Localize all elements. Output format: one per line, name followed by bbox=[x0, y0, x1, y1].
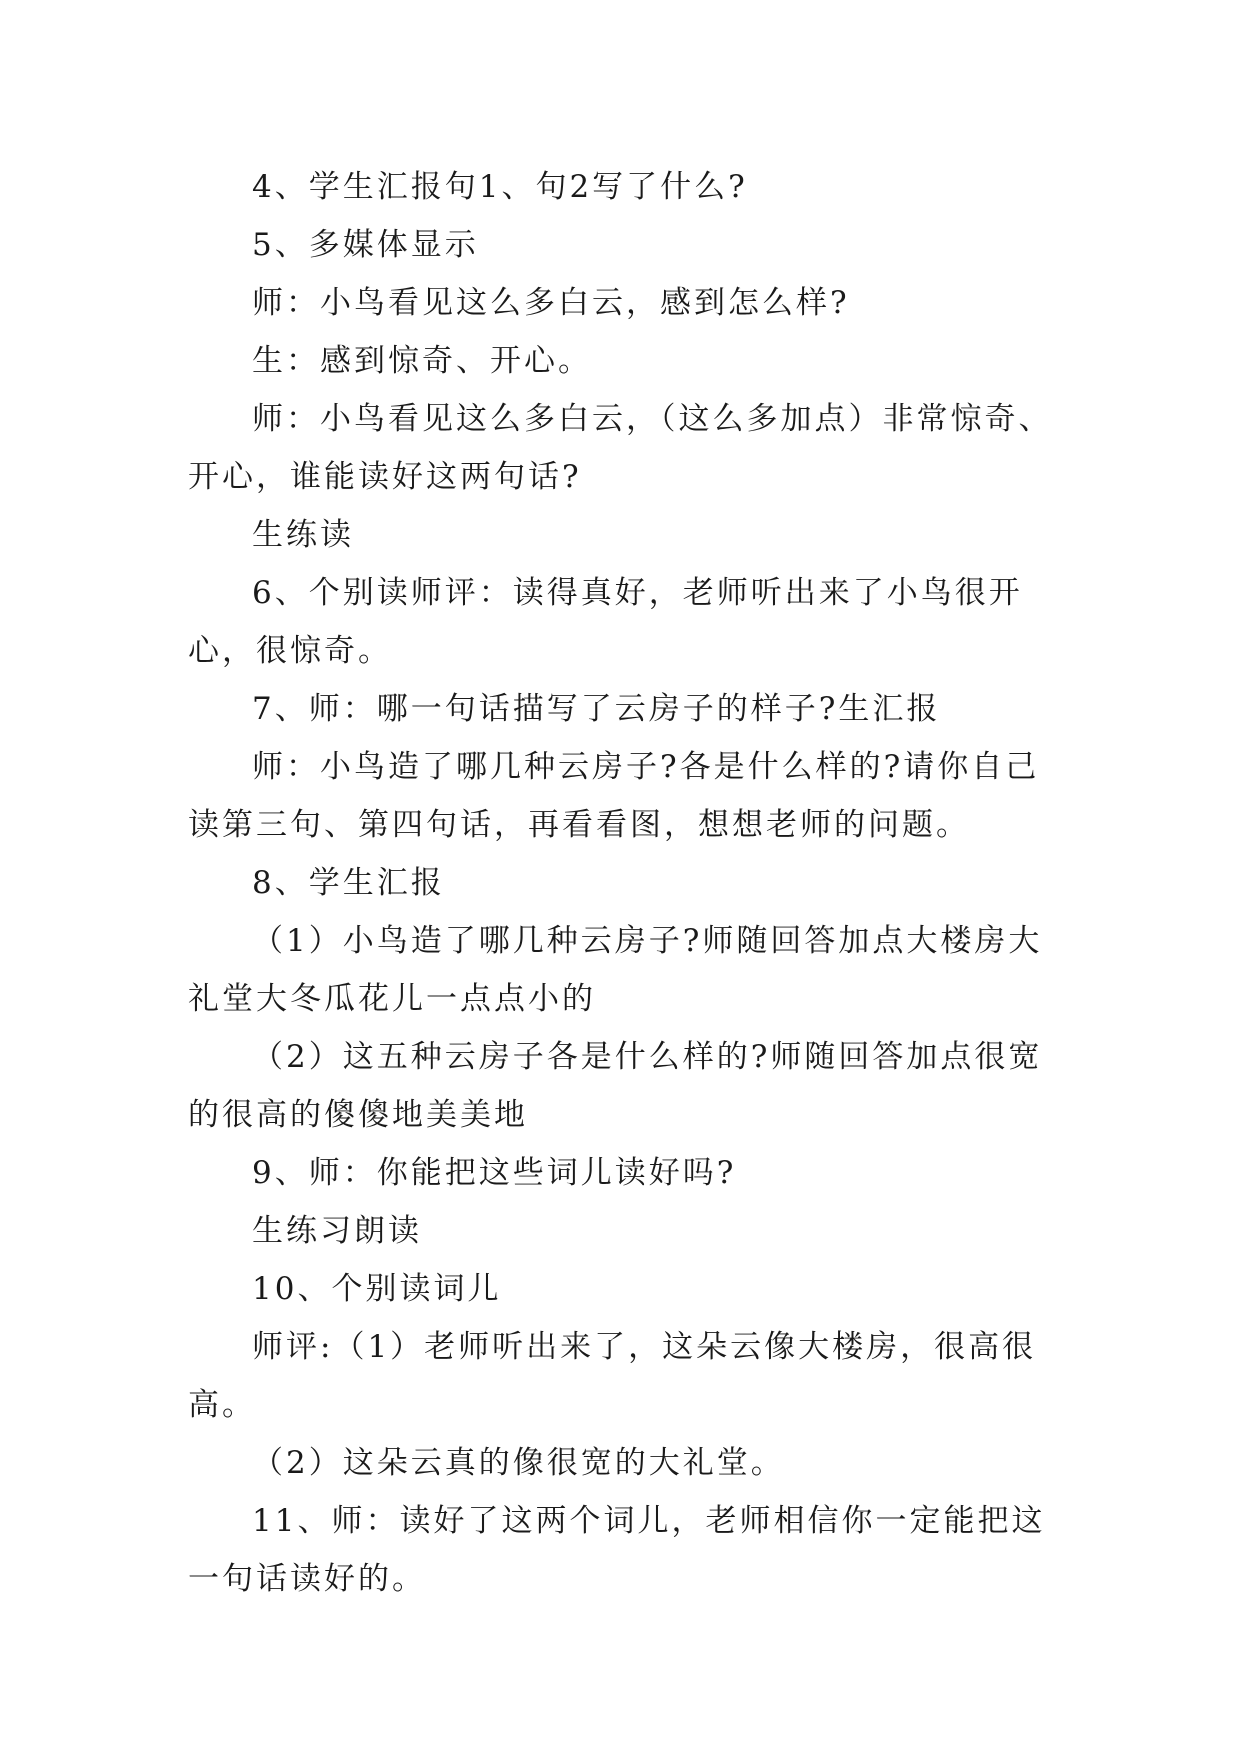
paragraph-step-11: 11、师：读好了这两个词儿，老师相信你一定能把这一句话读好的。 bbox=[188, 1503, 1046, 1597]
paragraph-step-6: 6、个别读师评：读得真好，老师听出来了小鸟很开心，很惊奇。 bbox=[188, 575, 1023, 669]
paragraph-student-answer: 生：感到惊奇、开心。 bbox=[252, 343, 592, 379]
paragraph-step-8: 8、学生汇报 bbox=[252, 865, 445, 901]
paragraph-item-2: （2）这五种云房子各是什么样的?师随回答加点很宽的很高的傻傻地美美地 bbox=[188, 1039, 1043, 1133]
paragraph-teacher-comment-2: （2）这朵云真的像很宽的大礼堂。 bbox=[252, 1445, 785, 1481]
paragraph-step-4: 4、学生汇报句1、句2写了什么? bbox=[252, 169, 748, 205]
paragraph-step-9: 9、师：你能把这些词儿读好吗? bbox=[252, 1155, 737, 1191]
paragraph-teacher-prompt: 师：小鸟看见这么多白云，（这么多加点）非常惊奇、开心，谁能读好这两句话? bbox=[188, 401, 1053, 495]
paragraph-teacher-question: 师：小鸟看见这么多白云，感到怎么样? bbox=[252, 285, 850, 321]
paragraph-step-10: 10、个别读词儿 bbox=[252, 1271, 502, 1307]
paragraph-reading-practice: 生练习朗读 bbox=[252, 1213, 422, 1249]
paragraph-student-practice: 生练读 bbox=[252, 517, 354, 553]
paragraph-teacher-instruction: 师：小鸟造了哪几种云房子?各是什么样的?请你自己读第三句、第四句话，再看看图，想想老师的问题。 bbox=[188, 749, 1040, 843]
document-body bbox=[188, 158, 1063, 1608]
paragraph-item-1: （1）小鸟造了哪几种云房子?师随回答加点大楼房大礼堂大冬瓜花儿一点点小的 bbox=[188, 923, 1043, 1017]
paragraph-teacher-comment-1: 师评:（1）老师听出来了，这朵云像大楼房，很高很高。 bbox=[188, 1329, 1037, 1423]
paragraph-step-5: 5、多媒体显示 bbox=[252, 227, 479, 263]
paragraph-step-7: 7、师：哪一句话描写了云房子的样子?生汇报 bbox=[252, 691, 941, 727]
